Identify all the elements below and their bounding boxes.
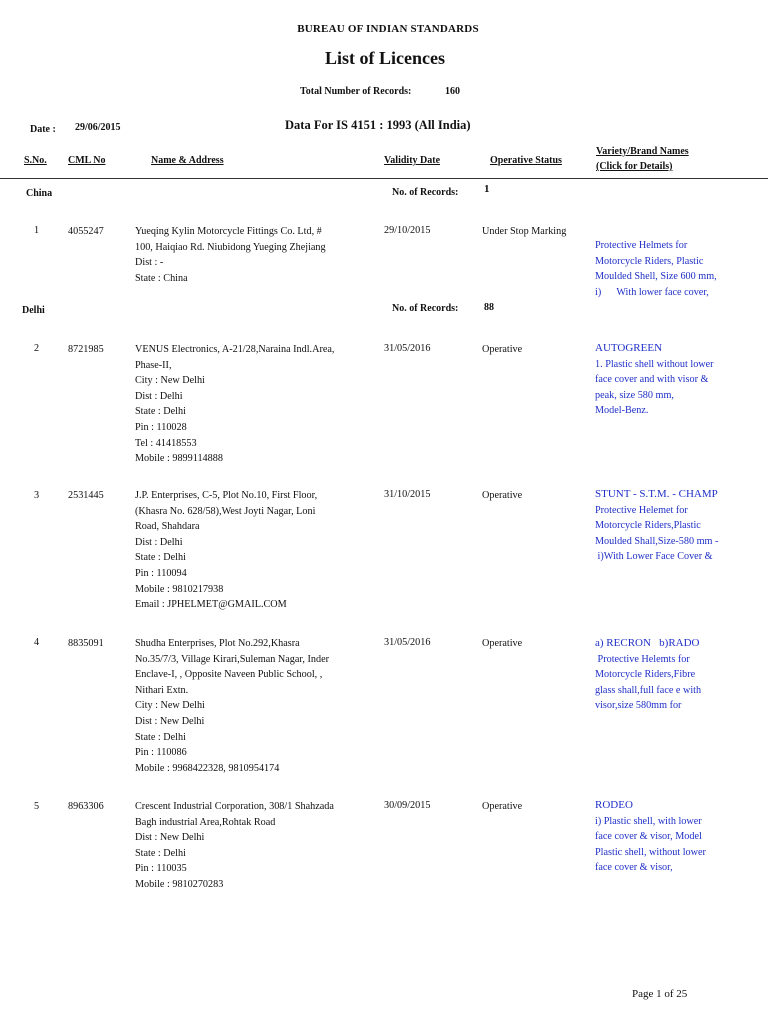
data-for-heading: Data For IS 4151 : 1993 (All India)	[285, 118, 471, 132]
brand-desc-line: i) With lower face cover,	[595, 286, 709, 298]
brand-title: AUTOGREEN	[595, 342, 663, 354]
address-line: Mobile : 9968422328, 9810954174	[135, 762, 280, 774]
column-header-cml: CML No	[68, 155, 106, 166]
brand-title: STUNT - S.T.M. - CHAMP	[595, 488, 718, 500]
page-number: Page 1 of 25	[632, 988, 688, 1000]
brand-desc-line: face cover and with visor &	[595, 374, 709, 386]
column-header-variety-hint[interactable]: (Click for Details)	[596, 161, 673, 172]
address-line: No.35/7/3, Village Kirari,Suleman Nagar, Inder	[135, 653, 329, 665]
group-records-value: 88	[484, 302, 494, 313]
address-line: 100, Haiqiao Rd. Niubidong Yueging Zhejiang	[135, 241, 326, 253]
address-line: Bagh industrial Area,Rohtak Road	[135, 816, 276, 828]
brand-title: a) RECRON b)RADO	[595, 637, 700, 649]
row-validity-date: 31/05/2016	[384, 637, 431, 648]
brand-desc-line: Motorcycle Riders, Plastic	[595, 255, 704, 267]
row-brand-link[interactable]	[595, 341, 714, 419]
row-address	[135, 488, 317, 613]
address-line: J.P. Enterprises, C-5, Plot No.10, First Floor,	[135, 490, 318, 501]
row-operative-status: Operative	[482, 638, 523, 649]
bureau-heading: BUREAU OF INDIAN STANDARDS	[297, 23, 479, 35]
address-line: Pin : 110028	[135, 421, 187, 433]
address-line: Road, Shahdara	[135, 521, 200, 533]
brand-title: RODEO	[595, 799, 633, 811]
brand-desc-line: face cover & visor, Model	[595, 831, 702, 843]
column-header-validity: Validity Date	[384, 155, 441, 166]
row-validity-date: 29/10/2015	[384, 225, 431, 236]
address-line: Mobile : 9810217938	[135, 583, 224, 595]
row-cml-no: 8721985	[68, 344, 104, 355]
address-line: Enclave-I, , Opposite Naveen Public School, ,	[135, 669, 323, 681]
row-address	[135, 799, 334, 893]
address-line: Dist : -	[135, 257, 164, 269]
brand-desc-line: Protective Helemet for	[595, 504, 688, 516]
address-line: Mobile : 9810270283	[135, 878, 224, 890]
brand-desc-line: Protective Helemts for	[595, 653, 690, 665]
address-line: Tel : 41418553	[135, 437, 197, 449]
address-line: Nithari Extn.	[135, 684, 189, 696]
date-value: 29/06/2015	[75, 122, 121, 133]
address-line: (Khasra No. 628/58),West Joyti Nagar, Loni	[135, 505, 316, 517]
brand-desc-line: Protective Helmets for	[595, 240, 688, 251]
address-line: City : New Delhi	[135, 700, 205, 712]
address-line: State : Delhi	[135, 847, 186, 859]
brand-desc-line: i)With Lower Face Cover &	[595, 551, 713, 563]
row-cml-no: 2531445	[68, 490, 104, 501]
address-line: Yueqing Kylin Motorcycle Fittings Co. Ltd, #	[135, 226, 322, 237]
total-records-label: Total Number of Records:	[300, 86, 412, 97]
row-validity-date: 30/09/2015	[384, 800, 431, 811]
column-header-status: Operative Status	[490, 155, 562, 166]
row-address	[135, 342, 334, 467]
address-line: Pin : 110035	[135, 863, 187, 875]
row-cml-no: 4055247	[68, 226, 104, 237]
row-operative-status: Under Stop Marking	[482, 226, 567, 237]
brand-desc-line: Moulded Shall,Size-580 mm -	[595, 535, 719, 547]
address-line: Pin : 110094	[135, 567, 187, 579]
brand-desc-line: glass shall,full face e with	[595, 684, 702, 696]
total-records-value: 160	[445, 86, 460, 97]
row-operative-status: Operative	[482, 344, 523, 355]
group-records-value: 1	[484, 183, 490, 195]
date-label: Date :	[30, 124, 56, 135]
row-address	[135, 636, 329, 776]
row-sno: 2	[34, 343, 40, 354]
brand-desc-line: visor,size 580mm for	[595, 700, 682, 712]
address-line: City : New Delhi	[135, 375, 205, 387]
address-line: Dist : Delhi	[135, 390, 183, 402]
brand-desc-line: Moulded Shell, Size 600 mm,	[595, 271, 717, 283]
row-brand-link[interactable]	[595, 636, 701, 714]
row-sno: 1	[34, 225, 40, 236]
page-title: List of Licences	[325, 48, 445, 68]
row-brand-link[interactable]	[595, 238, 717, 300]
column-header-sno: S.No.	[24, 155, 47, 166]
brand-desc-line: i) Plastic shell, with lower	[595, 815, 702, 827]
brand-desc-line: Plastic shell, without lower	[595, 846, 706, 858]
address-line: VENUS Electronics, A-21/28,Naraina Indl.Area,	[135, 344, 335, 355]
address-line: Phase-II,	[135, 359, 172, 371]
header-divider	[0, 178, 768, 179]
address-line: Dist : New Delhi	[135, 715, 205, 727]
address-line: State : Delhi	[135, 731, 186, 743]
address-line: Email : JPHELMET@GMAIL.COM	[135, 599, 287, 611]
address-line: Shudha Enterprises, Plot No.292,Khasra	[135, 638, 300, 649]
row-cml-no: 8835091	[68, 638, 104, 649]
row-validity-date: 31/10/2015	[384, 489, 431, 500]
row-brand-link[interactable]	[595, 798, 706, 876]
address-line: State : China	[135, 272, 188, 284]
row-operative-status: Operative	[482, 490, 523, 501]
address-line: Crescent Industrial Corporation, 308/1 Shahzada	[135, 801, 334, 812]
column-header-name-address: Name & Address	[151, 155, 224, 166]
address-line: Mobile : 9899114888	[135, 453, 223, 465]
row-address	[135, 224, 326, 286]
brand-desc-line: face cover & visor,	[595, 862, 673, 874]
group-records-label: No. of Records:	[392, 187, 459, 198]
group-name-delhi: Delhi	[22, 305, 45, 316]
brand-desc-line: Model-Benz.	[595, 405, 649, 417]
row-sno: 5	[34, 801, 40, 812]
group-records-label: No. of Records:	[392, 303, 459, 314]
address-line: State : Delhi	[135, 406, 186, 418]
brand-desc-line: Motorcycle Riders,Plastic	[595, 520, 701, 532]
brand-desc-line: peak, size 580 mm,	[595, 389, 674, 401]
address-line: Dist : New Delhi	[135, 832, 205, 844]
row-validity-date: 31/05/2016	[384, 343, 431, 354]
row-cml-no: 8963306	[68, 801, 104, 812]
group-name-china: China	[26, 188, 53, 199]
brand-desc-line: Motorcycle Riders,Fibre	[595, 669, 696, 681]
address-line: State : Delhi	[135, 552, 186, 564]
row-sno: 4	[34, 637, 40, 648]
row-brand-link[interactable]	[595, 487, 718, 565]
brand-desc-line: 1. Plastic shell without lower	[595, 358, 714, 370]
column-header-variety: Variety/Brand Names	[596, 146, 689, 157]
row-sno: 3	[34, 490, 40, 501]
address-line: Pin : 110086	[135, 747, 187, 759]
address-line: Dist : Delhi	[135, 536, 183, 548]
row-operative-status: Operative	[482, 801, 523, 812]
